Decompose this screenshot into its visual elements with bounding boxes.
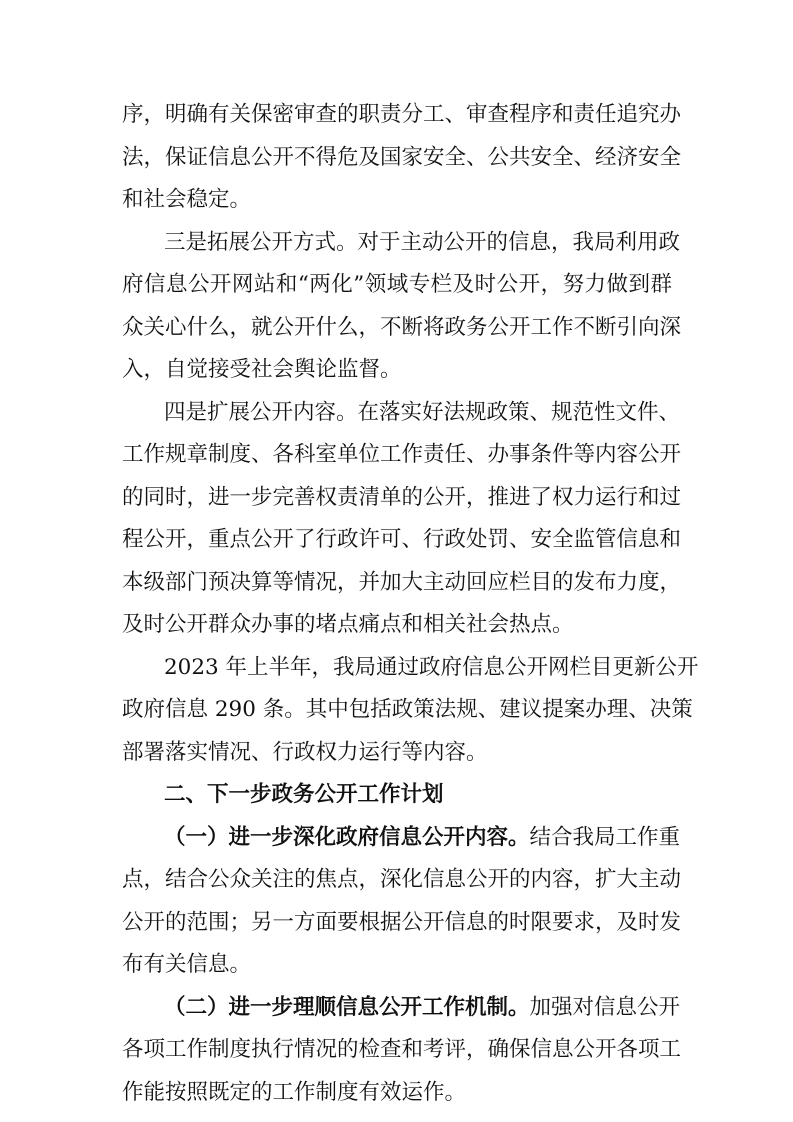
paragraph-line: 部署落实情况、行政权力运行等内容。 [122, 740, 488, 765]
paragraph-line: 法，保证信息公开不得危及国家安全、公共安全、经济安全 [122, 145, 682, 170]
plan-item-line: 点，结合公众关注的焦点，深化信息公开的内容，扩大主动 [122, 867, 682, 892]
paragraph-line: 入，自觉接受社会舆论监督。 [122, 357, 402, 382]
paragraph-line: 工作规章制度、各科室单位工作责任、办事条件等内容公开 [122, 442, 682, 467]
plan-item-text: 加强对信息公开 [529, 995, 681, 1020]
paragraph-line: 三是拓展公开方式。对于主动公开的信息，我局利用政 [164, 230, 681, 255]
paragraph-line: 和社会稳定。 [122, 187, 252, 212]
plan-item-line: 布有关信息。 [122, 952, 252, 977]
paragraph-line: 府信息公开网站和“两化”领域专栏及时公开，努力做到群 [122, 272, 672, 297]
paragraph-line: 及时公开群众办事的堵点痛点和相关社会热点。 [122, 612, 574, 637]
paragraph-line: 四是扩展公开内容。在落实好法规政策、规范性文件、 [164, 400, 681, 425]
plan-item-line: 公开的范围；另一方面要根据公开信息的时限要求，及时发 [122, 910, 682, 935]
paragraph-line: 序，明确有关保密审查的职责分工、审查程序和责任追究办 [122, 102, 682, 127]
plan-item-title: （一）进一步深化政府信息公开内容。 [164, 825, 530, 850]
section-heading: 二、下一步政务公开工作计划 [164, 782, 444, 807]
plan-item-title: （二）进一步理顺信息公开工作机制。 [164, 995, 530, 1020]
paragraph-line: 的同时，进一步完善权责清单的公开，推进了权力运行和过 [122, 485, 682, 510]
paragraph-line: 程公开，重点公开了行政许可、行政处罚、安全监管信息和 [122, 527, 682, 552]
plan-item-line: 作能按照既定的工作制度有效运作。 [122, 1080, 467, 1105]
paragraph-line: 本级部门预决算等情况，并加大主动回应栏目的发布力度， [122, 570, 682, 595]
paragraph-line: 众关心什么，就公开什么，不断将政务公开工作不断引向深 [122, 315, 682, 340]
plan-item-first-line [164, 823, 681, 853]
paragraph-line: 政府信息 290 条。其中包括政策法规、建议提案办理、决策 [122, 697, 693, 722]
paragraph-line: 2023 年上半年，我局通过政府信息公开网栏目更新公开 [164, 655, 699, 680]
plan-item-line: 各项工作制度执行情况的检查和考评，确保信息公开各项工 [122, 1037, 682, 1062]
plan-item-text: 结合我局工作重 [529, 825, 681, 850]
plan-item-first-line [164, 993, 681, 1023]
